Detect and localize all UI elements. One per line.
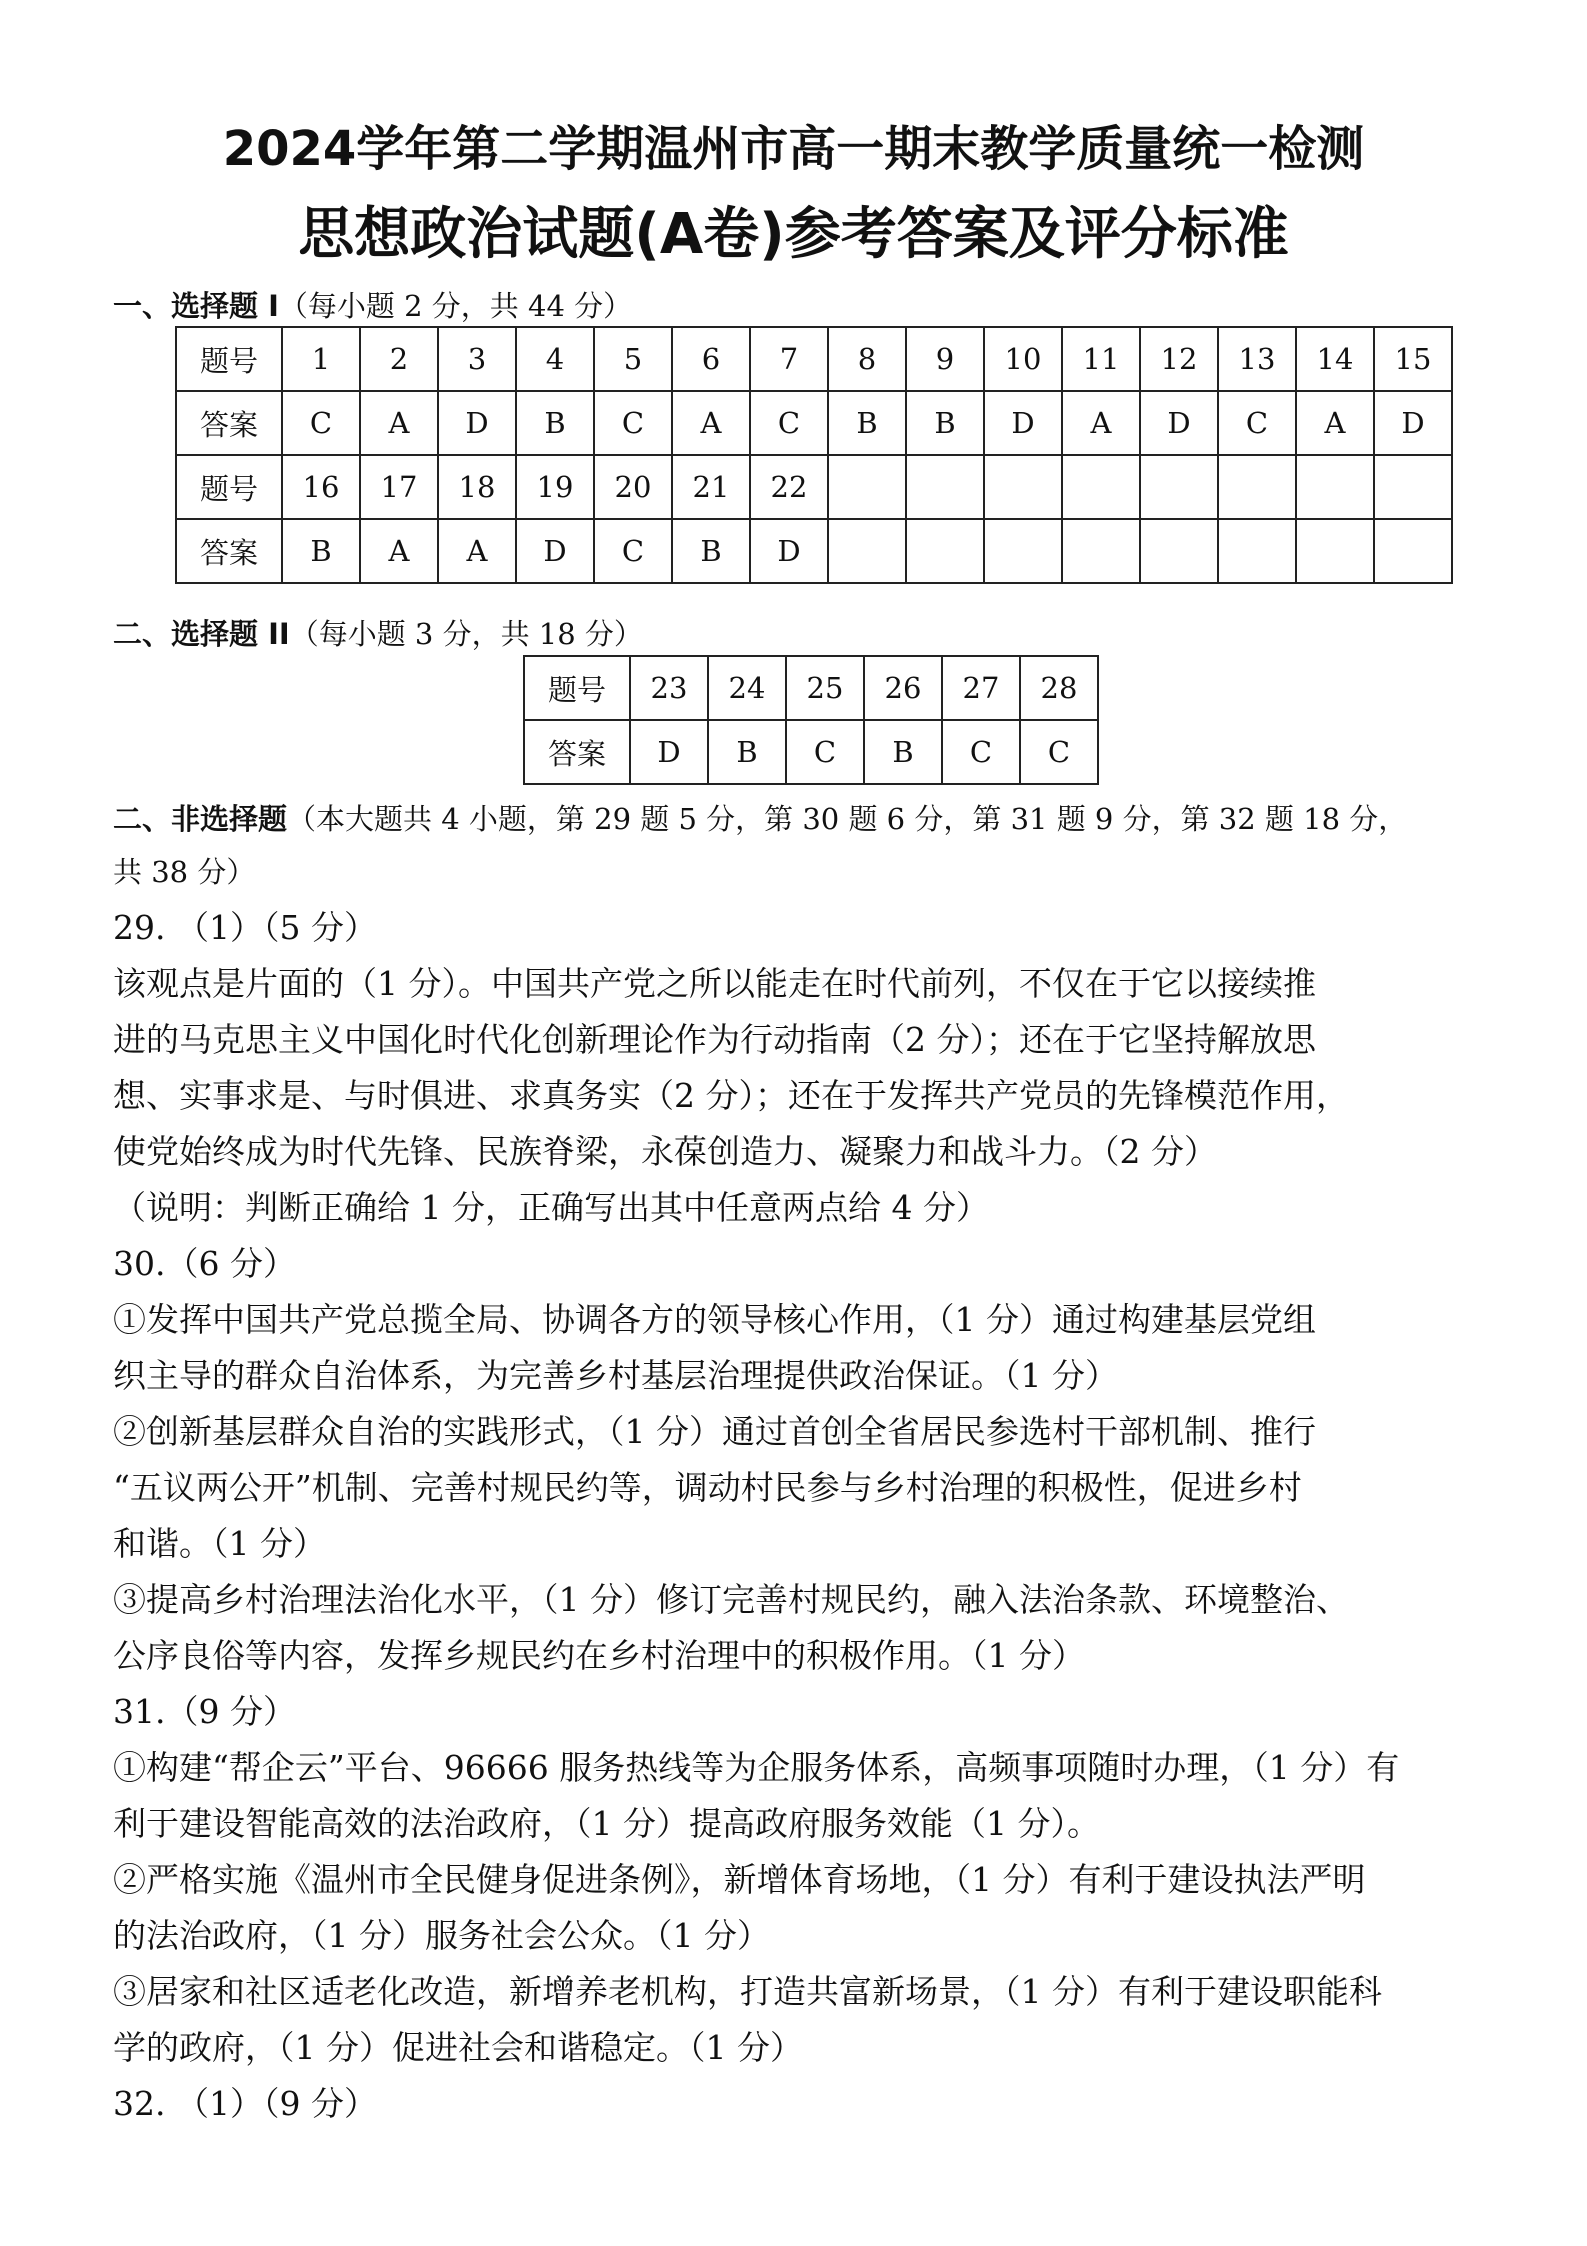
question-number: 25: [786, 656, 864, 720]
question-number: 20: [594, 455, 672, 519]
table-row: [176, 519, 1452, 583]
question-number: 5: [594, 327, 672, 391]
question-number: [1062, 455, 1140, 519]
section2-answer-table: [523, 655, 1099, 785]
table-row: [176, 327, 1452, 391]
exam-title: 2024学年第二学期温州市高一期末教学质量统一检测: [222, 121, 1365, 177]
section2-title: 二、选择题 II: [113, 617, 290, 651]
answer-line: 的法治政府，（1 分）服务社会公众。（1 分）: [113, 1916, 770, 1955]
question-number: 24: [708, 656, 786, 720]
question-number: 13: [1218, 327, 1296, 391]
answer-body: [113, 900, 1508, 2132]
exam-subtitle: 思想政治试题(A卷)参考答案及评分标准: [298, 202, 1289, 267]
answer-line: ②严格实施《温州市全民健身促进条例》，新增体育场地，（1 分）有利于建设执法严明: [113, 1860, 1366, 1899]
question-number-label: 题号: [176, 327, 282, 391]
answer-cell: [1062, 519, 1140, 583]
answer-cell: C: [1020, 720, 1098, 784]
answer-cell: B: [672, 519, 750, 583]
section2-note: （每小题 3 分，共 18 分）: [289, 617, 643, 651]
section1-note: （每小题 2 分，共 44 分）: [278, 289, 633, 323]
answer-cell: D: [1140, 391, 1218, 455]
question-number: 2: [360, 327, 438, 391]
question-number: 18: [438, 455, 516, 519]
answer-cell: D: [984, 391, 1062, 455]
answer-line: 织主导的群众自治体系，为完善乡村基层治理提供政治保证。（1 分）: [113, 1356, 1118, 1395]
answer-cell: B: [828, 391, 906, 455]
answer-cell: D: [750, 519, 828, 583]
question-number: 28: [1020, 656, 1098, 720]
table-row: [524, 656, 1098, 720]
answer-line: ②创新基层群众自治的实践形式，（1 分）通过首创全省居民参选村干部机制、推行: [113, 1412, 1316, 1451]
question-number: 22: [750, 455, 828, 519]
answer-line: 进的马克思主义中国化时代化创新理论作为行动指南（2 分）；还在于它坚持解放思: [113, 1020, 1316, 1059]
question-number: [1218, 455, 1296, 519]
section2-heading: [113, 612, 643, 653]
question-number: 16: [282, 455, 360, 519]
question-number: 15: [1374, 327, 1452, 391]
question-number: 12: [1140, 327, 1218, 391]
answer-cell: B: [516, 391, 594, 455]
answer-cell: C: [594, 519, 672, 583]
question-number: 27: [942, 656, 1020, 720]
question-heading: 32. （1）（9 分）: [113, 2084, 377, 2123]
answer-cell: C: [750, 391, 828, 455]
question-number: 11: [1062, 327, 1140, 391]
question-number: 3: [438, 327, 516, 391]
question-heading: 30.（6 分）: [113, 1244, 296, 1283]
answer-line: （说明：判断正确给 1 分，正确写出其中任意两点给 4 分）: [113, 1188, 989, 1227]
question-number: 9: [906, 327, 984, 391]
question-number: [984, 455, 1062, 519]
answer-cell: D: [438, 391, 516, 455]
answer-line: ③提高乡村治理法治化水平，（1 分）修订完善村规民约，融入法治条款、环境整治、: [113, 1580, 1349, 1619]
answer-cell: A: [1296, 391, 1374, 455]
question-number: 21: [672, 455, 750, 519]
answer-cell: B: [708, 720, 786, 784]
answer-cell: [984, 519, 1062, 583]
answer-cell: D: [516, 519, 594, 583]
question-number: [1296, 455, 1374, 519]
answer-cell: B: [864, 720, 942, 784]
question-number: 26: [864, 656, 942, 720]
answer-line: 该观点是片面的（1 分）。中国共产党之所以能走在时代前列，不仅在于它以接续推: [113, 964, 1316, 1003]
question-heading: 29. （1）（5 分）: [113, 908, 377, 947]
question-number: 23: [630, 656, 708, 720]
question-number: [828, 455, 906, 519]
answer-label: 答案: [176, 519, 282, 583]
answer-cell: [906, 519, 984, 583]
answer-line: 和谐。（1 分）: [113, 1524, 326, 1563]
answer-line: 想、实事求是、与时俱进、求真务实（2 分）；还在于发挥共产党员的先锋模范作用，: [113, 1076, 1349, 1115]
answer-cell: [1218, 519, 1296, 583]
section3-title: 二、非选择题: [113, 802, 288, 836]
answer-line: ①发挥中国共产党总揽全局、协调各方的领导核心作用，（1 分）通过构建基层党组: [113, 1300, 1316, 1339]
section3-note: （本大题共 4 小题，第 29 题 5 分，第 30 题 6 分，第 31 题 9 分，第 32 题 18 分，: [287, 802, 1408, 836]
answer-cell: B: [906, 391, 984, 455]
answer-cell: A: [438, 519, 516, 583]
question-number: 10: [984, 327, 1062, 391]
answer-label: 答案: [524, 720, 630, 784]
question-number-label: 题号: [524, 656, 630, 720]
answer-line: ③居家和社区适老化改造，新增养老机构，打造共富新场景，（1 分）有利于建设职能科: [113, 1972, 1382, 2011]
answer-cell: A: [360, 519, 438, 583]
question-number: 1: [282, 327, 360, 391]
question-number: 7: [750, 327, 828, 391]
question-number-label: 题号: [176, 455, 282, 519]
table-row: [524, 720, 1098, 784]
question-number: 14: [1296, 327, 1374, 391]
section1-title: 一、选择题 I: [113, 289, 279, 323]
answer-cell: A: [360, 391, 438, 455]
table-row: [176, 391, 1452, 455]
question-heading: 31.（9 分）: [113, 1692, 296, 1731]
answer-cell: [828, 519, 906, 583]
answer-cell: C: [786, 720, 864, 784]
answer-cell: A: [672, 391, 750, 455]
section1-heading: [113, 284, 632, 325]
question-number: 8: [828, 327, 906, 391]
question-number: [906, 455, 984, 519]
answer-line: 公序良俗等内容，发挥乡规民约在乡村治理中的积极作用。（1 分）: [113, 1636, 1085, 1675]
answer-cell: B: [282, 519, 360, 583]
answer-line: 使党始终成为时代先锋、民族脊梁，永葆创造力、凝聚力和战斗力。（2 分）: [113, 1132, 1217, 1171]
question-number: 6: [672, 327, 750, 391]
answer-cell: [1374, 519, 1452, 583]
answer-cell: [1140, 519, 1218, 583]
section3-note-continued: 共 38 分）: [113, 855, 256, 889]
section3-heading: [113, 797, 1407, 838]
answer-cell: C: [942, 720, 1020, 784]
question-number: 19: [516, 455, 594, 519]
answer-line: “五议两公开”机制、完善村规民约等，调动村民参与乡村治理的积极性，促进乡村: [113, 1468, 1302, 1507]
answer-cell: C: [594, 391, 672, 455]
answer-line: 利于建设智能高效的法治政府，（1 分）提高政府服务效能（1 分）。: [113, 1804, 1100, 1843]
question-number: 17: [360, 455, 438, 519]
answer-line: 学的政府，（1 分）促进社会和谐稳定。（1 分）: [113, 2028, 803, 2067]
answer-cell: C: [1218, 391, 1296, 455]
answer-cell: D: [1374, 391, 1452, 455]
answer-cell: A: [1062, 391, 1140, 455]
answer-label: 答案: [176, 391, 282, 455]
answer-cell: D: [630, 720, 708, 784]
section1-answer-table: [175, 326, 1453, 584]
question-number: 4: [516, 327, 594, 391]
answer-cell: C: [282, 391, 360, 455]
table-row: [176, 455, 1452, 519]
answer-cell: [1296, 519, 1374, 583]
question-number: [1374, 455, 1452, 519]
question-number: [1140, 455, 1218, 519]
answer-line: ①构建“帮企云”平台、96666 服务热线等为企服务体系，高频事项随时办理，（1 分）有: [113, 1748, 1400, 1787]
